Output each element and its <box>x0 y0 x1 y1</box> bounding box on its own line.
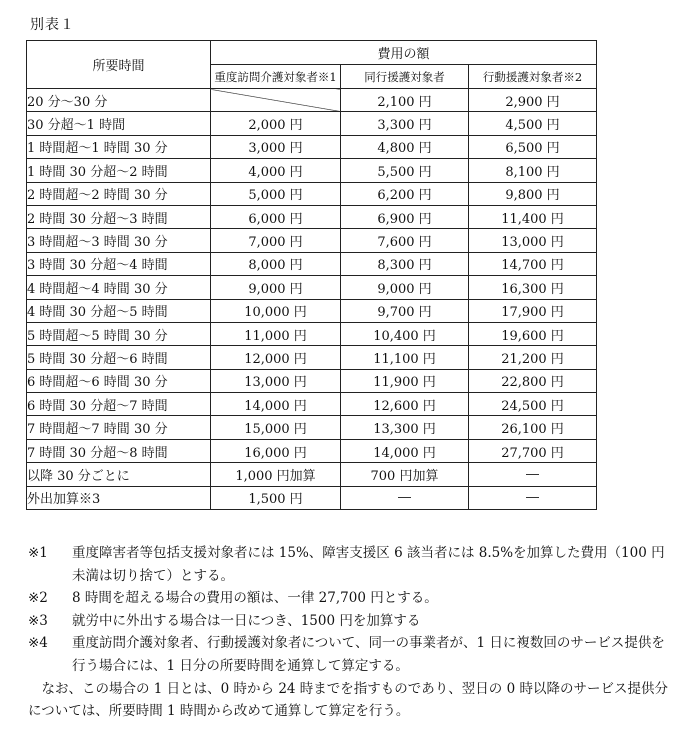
table-row <box>27 159 597 182</box>
row-accompany-cell: 8,300 円 <box>341 252 469 275</box>
row-behavior-cell: 4,500 円 <box>469 112 597 135</box>
table-row <box>27 112 597 135</box>
row-time-cell: 2 時間 30 分超～3 時間 <box>27 205 211 228</box>
table-row <box>27 322 597 345</box>
row-severe-visit-cell: 14,000 円 <box>211 393 341 416</box>
header-col-behavior: 行動援護対象者※2 <box>469 65 597 89</box>
table-row <box>27 393 597 416</box>
table-row <box>27 416 597 439</box>
row-time-cell: 5 時間超～5 時間 30 分 <box>27 322 211 345</box>
row-time-cell: 7 時間 30 分超～8 時間 <box>27 439 211 462</box>
row-behavior-cell: 21,200 円 <box>469 346 597 369</box>
note-4-continuation: なお、この場合の 1 日とは、0 時から 24 時までを指すものであり、翌日の 0 時以降のサービス提供分については、所要時間 1 時間から改めて通算して算定を行う。 <box>28 680 668 720</box>
row-accompany-cell: 9,000 円 <box>341 276 469 299</box>
row-accompany-cell: 12,600 円 <box>341 393 469 416</box>
note-1 <box>28 542 678 587</box>
table-row <box>27 135 597 158</box>
row-behavior-cell: 11,400 円 <box>469 205 597 228</box>
row-accompany-cell: 3,300 円 <box>341 112 469 135</box>
row-accompany-cell: 4,800 円 <box>341 135 469 158</box>
table-row <box>27 182 597 205</box>
row-accompany-cell: 6,200 円 <box>341 182 469 205</box>
row-time-cell: 3 時間超～3 時間 30 分 <box>27 229 211 252</box>
note-2 <box>28 587 678 610</box>
table-row <box>27 463 597 486</box>
table-caption: 別表１ <box>30 17 75 33</box>
notes-section <box>28 542 678 723</box>
row-behavior-cell: 17,900 円 <box>469 299 597 322</box>
row-accompany-cell: 6,900 円 <box>341 205 469 228</box>
row-behavior-cell: 6,500 円 <box>469 135 597 158</box>
row-behavior-cell: 19,600 円 <box>469 322 597 345</box>
row-severe-visit-cell: 1,500 円 <box>211 486 341 509</box>
row-time-cell: 5 時間 30 分超～6 時間 <box>27 346 211 369</box>
table-row <box>27 276 597 299</box>
row-accompany-cell: 5,500 円 <box>341 159 469 182</box>
table-row <box>27 369 597 392</box>
table-row <box>27 299 597 322</box>
fee-table-body <box>27 89 597 510</box>
row-time-cell: 6 時間 30 分超～7 時間 <box>27 393 211 416</box>
row-behavior-cell: 26,100 円 <box>469 416 597 439</box>
row-accompany-cell: 700 円加算 <box>341 463 469 486</box>
row-time-cell: 以降 30 分ごとに <box>27 463 211 486</box>
row-severe-visit-cell: 6,000 円 <box>211 205 341 228</box>
row-time-cell: 6 時間超～6 時間 30 分 <box>27 369 211 392</box>
row-severe-visit-cell: 10,000 円 <box>211 299 341 322</box>
note-4 <box>28 632 678 677</box>
row-severe-visit-cell: 12,000 円 <box>211 346 341 369</box>
row-accompany-cell: ― <box>341 486 469 509</box>
row-behavior-cell: 16,300 円 <box>469 276 597 299</box>
header-cost-group: 費用の額 <box>211 41 597 65</box>
row-severe-visit-cell <box>211 89 341 112</box>
row-severe-visit-cell: 1,000 円加算 <box>211 463 341 486</box>
row-severe-visit-cell: 4,000 円 <box>211 159 341 182</box>
row-severe-visit-cell: 8,000 円 <box>211 252 341 275</box>
row-accompany-cell: 7,600 円 <box>341 229 469 252</box>
note-text: 重度障害者等包括支援対象者には 15%、障害支援区 6 該当者には 8.5%を加算した費用（100 円未満は切り捨て）とする。 <box>72 545 665 584</box>
row-accompany-cell: 11,900 円 <box>341 369 469 392</box>
row-time-cell: 30 分超～1 時間 <box>27 112 211 135</box>
table-row <box>27 252 597 275</box>
row-behavior-cell: ― <box>469 486 597 509</box>
note-mark: ※1 <box>28 545 48 561</box>
row-accompany-cell: 2,100 円 <box>341 89 469 112</box>
row-accompany-cell: 9,700 円 <box>341 299 469 322</box>
note-mark: ※4 <box>28 635 48 652</box>
header-col-accompany: 同行援護対象者 <box>341 65 469 89</box>
row-severe-visit-cell: 11,000 円 <box>211 322 341 345</box>
row-behavior-cell: 9,800 円 <box>469 182 597 205</box>
table-row <box>27 229 597 252</box>
note-text: 就労中に外出する場合は一日につき、1500 円を加算する <box>72 612 421 629</box>
note-mark: ※2 <box>28 590 48 607</box>
row-behavior-cell: 22,800 円 <box>469 369 597 392</box>
row-accompany-cell: 10,400 円 <box>341 322 469 345</box>
row-behavior-cell: 8,100 円 <box>469 159 597 182</box>
row-time-cell: 4 時間超～4 時間 30 分 <box>27 276 211 299</box>
row-behavior-cell: ― <box>469 463 597 486</box>
table-row <box>27 439 597 462</box>
table-row <box>27 205 597 228</box>
table-row <box>27 346 597 369</box>
row-time-cell: 1 時間 30 分超～2 時間 <box>27 159 211 182</box>
row-behavior-cell: 2,900 円 <box>469 89 597 112</box>
row-severe-visit-cell: 2,000 円 <box>211 112 341 135</box>
row-behavior-cell: 13,000 円 <box>469 229 597 252</box>
note-mark: ※3 <box>28 612 48 629</box>
header-time: 所要時間 <box>27 41 211 89</box>
note-3 <box>28 610 678 633</box>
row-severe-visit-cell: 15,000 円 <box>211 416 341 439</box>
row-severe-visit-cell: 9,000 円 <box>211 276 341 299</box>
row-severe-visit-cell: 5,000 円 <box>211 182 341 205</box>
row-accompany-cell: 13,300 円 <box>341 416 469 439</box>
row-severe-visit-cell: 16,000 円 <box>211 439 341 462</box>
note-text: 8 時間を超える場合の費用の額は、一律 27,700 円とする。 <box>72 590 438 607</box>
row-time-cell: 外出加算※3 <box>27 486 211 509</box>
row-accompany-cell: 14,000 円 <box>341 439 469 462</box>
row-time-cell: 3 時間 30 分超～4 時間 <box>27 252 211 275</box>
row-time-cell: 7 時間超～7 時間 30 分 <box>27 416 211 439</box>
row-time-cell: 20 分～30 分 <box>27 89 211 112</box>
row-time-cell: 1 時間超～1 時間 30 分 <box>27 135 211 158</box>
fee-table <box>26 40 597 510</box>
row-severe-visit-cell: 3,000 円 <box>211 135 341 158</box>
note-text: 重度訪問介護対象者、行動援護対象者について、同一の事業者が、1 日に複数回のサービス提供を行う場合には、1 日分の所要時間を通算して算定する。 <box>72 635 665 674</box>
row-behavior-cell: 27,700 円 <box>469 439 597 462</box>
row-time-cell: 2 時間超～2 時間 30 分 <box>27 182 211 205</box>
header-col-severe-visit: 重度訪問介護対象者※1 <box>211 65 341 89</box>
row-behavior-cell: 24,500 円 <box>469 393 597 416</box>
table-row <box>27 89 597 112</box>
row-severe-visit-cell: 7,000 円 <box>211 229 341 252</box>
row-accompany-cell: 11,100 円 <box>341 346 469 369</box>
row-behavior-cell: 14,700 円 <box>469 252 597 275</box>
row-severe-visit-cell: 13,000 円 <box>211 369 341 392</box>
row-time-cell: 4 時間 30 分超～5 時間 <box>27 299 211 322</box>
table-row <box>27 486 597 509</box>
